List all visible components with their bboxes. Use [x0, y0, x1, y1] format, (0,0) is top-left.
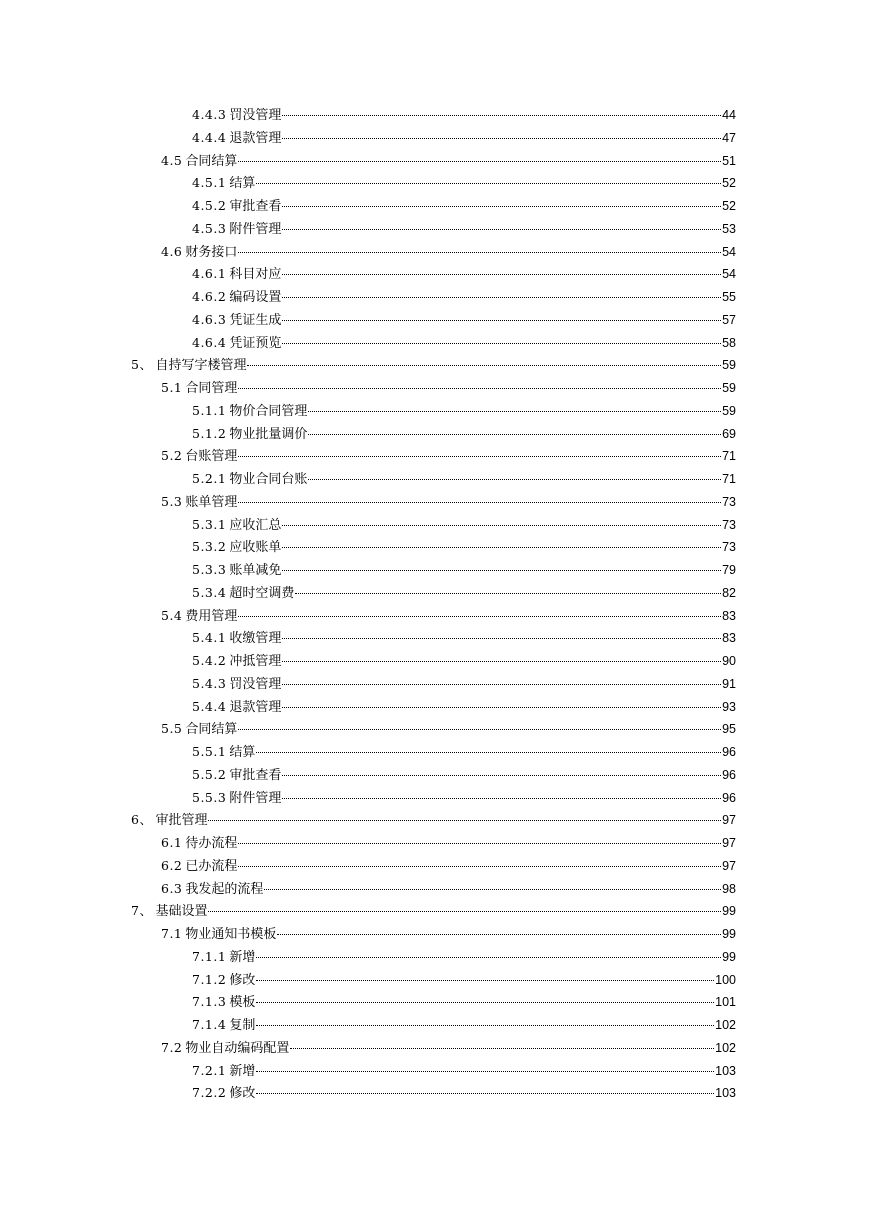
toc-entry-page-number: 52	[722, 199, 736, 213]
toc-entry-number: 7.2.1	[192, 1062, 227, 1078]
toc-entry-number: 7.2	[161, 1039, 183, 1055]
toc-entry-title: 物价合同管理	[229, 403, 308, 419]
toc-dot-leader	[256, 957, 721, 958]
toc-entry-number: 5.4.1	[192, 630, 227, 646]
toc-entry-number: 4.6.3	[192, 311, 227, 327]
toc-entry-title: 物业自动编码配置	[185, 1040, 290, 1056]
toc-entry[interactable]	[0, 536, 869, 559]
toc-entry-page-number: 59	[722, 381, 736, 395]
toc-dot-leader	[282, 661, 721, 662]
toc-entry-number: 5.3.4	[192, 584, 227, 600]
toc-entry-page-number: 100	[715, 972, 736, 987]
toc-entry-number: 6.1	[161, 835, 183, 850]
toc-entry-number: 5.5	[161, 721, 183, 737]
toc-entry-page-number: 101	[715, 995, 736, 1010]
toc-entry-title: 待办流程	[185, 836, 238, 851]
toc-entry[interactable]	[0, 832, 869, 855]
toc-dot-leader	[282, 229, 721, 230]
toc-dot-leader	[308, 411, 721, 412]
toc-entry[interactable]	[0, 946, 869, 969]
toc-entry[interactable]	[0, 605, 869, 628]
toc-entry-title: 复制	[229, 1018, 256, 1033]
toc-dot-leader	[308, 479, 721, 480]
toc-entry[interactable]	[0, 1037, 869, 1060]
toc-dot-leader	[282, 343, 721, 344]
toc-dot-leader	[282, 684, 721, 685]
toc-entry-page-number: 83	[722, 608, 736, 623]
toc-dot-leader	[256, 1093, 714, 1094]
toc-entry[interactable]	[0, 764, 869, 787]
toc-entry-title: 编码设置	[229, 290, 282, 305]
toc-dot-leader	[282, 707, 721, 708]
toc-entry[interactable]	[0, 969, 869, 992]
toc-entry-title: 费用管理	[185, 608, 238, 624]
toc-entry[interactable]	[0, 263, 869, 286]
toc-entry-title: 超时空调费	[229, 585, 295, 601]
toc-entry-page-number: 69	[722, 426, 736, 441]
toc-entry-number: 6、	[131, 812, 153, 828]
toc-dot-leader	[282, 525, 721, 526]
toc-dot-leader	[282, 206, 721, 207]
toc-entry-title: 合同管理	[185, 381, 238, 396]
toc-dot-leader	[308, 434, 721, 435]
toc-dot-leader	[256, 752, 721, 753]
toc-entry-number: 6.2	[161, 857, 183, 873]
toc-entry-page-number: 102	[715, 1018, 736, 1032]
toc-entry-title: 罚没管理	[229, 108, 282, 123]
toc-entry-number: 5.1.1	[192, 402, 227, 418]
toc-entry-title: 罚没管理	[229, 676, 282, 692]
toc-entry-page-number: 54	[722, 267, 736, 282]
toc-entry-title: 合同结算	[185, 722, 238, 738]
toc-entry-title: 修改	[229, 1086, 256, 1102]
toc-entry[interactable]	[0, 1014, 869, 1037]
toc-entry-page-number: 90	[722, 654, 736, 668]
toc-entry-number: 4.6.4	[192, 334, 227, 350]
toc-entry-page-number: 97	[722, 858, 736, 873]
toc-dot-leader	[282, 297, 721, 298]
toc-entry-number: 5.4.3	[192, 675, 227, 691]
toc-entry[interactable]	[0, 332, 869, 355]
toc-entry-number: 5.5.3	[192, 789, 227, 805]
toc-entry-page-number: 79	[722, 563, 736, 577]
toc-entry-number: 5.5.2	[192, 766, 227, 782]
toc-entry-title: 台账管理	[185, 449, 238, 465]
toc-entry-page-number: 97	[722, 836, 736, 850]
toc-entry[interactable]	[0, 1060, 869, 1083]
toc-entry-title: 科目对应	[229, 267, 282, 283]
toc-entry-title: 账单减免	[229, 563, 282, 578]
toc-entry-number: 4.4.3	[192, 107, 227, 122]
toc-entry-number: 5.3	[161, 493, 183, 509]
toc-entry[interactable]	[0, 650, 869, 673]
toc-entry[interactable]	[0, 741, 869, 764]
toc-entry[interactable]	[0, 991, 869, 1014]
toc-dot-leader	[282, 547, 721, 548]
toc-entry-number: 7.1.4	[192, 1017, 227, 1032]
toc-entry-title: 结算	[229, 176, 256, 192]
toc-dot-leader	[282, 638, 721, 639]
toc-entry[interactable]	[0, 354, 869, 377]
toc-entry-page-number: 73	[722, 517, 736, 532]
toc-dot-leader	[277, 934, 721, 935]
toc-entry-title: 凭证生成	[229, 312, 282, 328]
toc-entry-number: 4.4.4	[192, 129, 227, 145]
toc-entry[interactable]	[0, 172, 869, 195]
toc-entry-title: 账单管理	[185, 494, 238, 510]
toc-entry[interactable]	[0, 718, 869, 741]
toc-entry[interactable]	[0, 150, 869, 173]
toc-entry[interactable]	[0, 1082, 869, 1105]
toc-entry-title: 物业通知书模板	[185, 927, 277, 942]
toc-entry-title: 审批查看	[229, 199, 282, 214]
toc-dot-leader	[264, 889, 721, 890]
toc-entry-title: 附件管理	[229, 221, 282, 237]
toc-entry[interactable]	[0, 696, 869, 719]
toc-dot-leader	[282, 775, 721, 776]
toc-entry-page-number: 99	[722, 927, 736, 941]
toc-entry-number: 4.5.1	[192, 175, 227, 191]
toc-entry-title: 修改	[229, 972, 256, 988]
toc-dot-leader	[295, 593, 721, 594]
toc-entry-page-number: 71	[722, 449, 736, 464]
toc-dot-leader	[238, 843, 721, 844]
toc-entry-title: 自持写字楼管理	[155, 358, 247, 374]
toc-dot-leader	[238, 388, 721, 389]
toc-entry[interactable]	[0, 514, 869, 537]
toc-dot-leader	[238, 866, 721, 867]
toc-dot-leader	[238, 456, 721, 457]
toc-entry-page-number: 96	[722, 790, 736, 805]
toc-dot-leader	[238, 616, 721, 617]
toc-entry-number: 5.1.2	[192, 425, 227, 441]
toc-entry[interactable]	[0, 423, 869, 446]
toc-entry-page-number: 91	[722, 676, 736, 691]
toc-dot-leader	[238, 252, 721, 253]
toc-entry[interactable]	[0, 787, 869, 810]
toc-entry-title: 结算	[229, 745, 256, 760]
toc-entry-number: 5.4.2	[192, 653, 227, 668]
toc-entry-page-number: 103	[715, 1063, 736, 1078]
toc-entry-page-number: 102	[715, 1040, 736, 1055]
toc-entry-title: 收缴管理	[229, 631, 282, 647]
toc-entry-number: 5.2.1	[192, 471, 227, 486]
toc-dot-leader	[282, 115, 721, 116]
toc-entry-title: 模板	[229, 995, 256, 1011]
toc-entry[interactable]	[0, 559, 869, 582]
toc-entry[interactable]	[0, 923, 869, 946]
toc-dot-leader	[256, 1002, 714, 1003]
toc-entry-title: 新增	[229, 1063, 256, 1079]
toc-entry-title: 退款管理	[229, 130, 282, 146]
toc-entry-page-number: 54	[722, 244, 736, 259]
toc-entry-page-number: 103	[715, 1086, 736, 1101]
toc-entry-page-number: 55	[722, 290, 736, 304]
toc-entry-number: 7.1	[161, 926, 183, 941]
toc-entry-number: 5.4.4	[192, 698, 227, 714]
toc-entry[interactable]	[0, 127, 869, 150]
toc-entry-title: 审批查看	[229, 767, 282, 783]
toc-entry-page-number: 83	[722, 631, 736, 646]
toc-entry-page-number: 71	[722, 472, 736, 486]
toc-dot-leader	[256, 183, 721, 184]
toc-dot-leader	[238, 161, 721, 162]
toc-entry[interactable]	[0, 809, 869, 832]
toc-entry-number: 6.3	[161, 880, 183, 896]
toc-dot-leader	[282, 320, 721, 321]
toc-dot-leader	[282, 138, 721, 139]
toc-entry-title: 凭证预览	[229, 335, 282, 351]
toc-dot-leader	[256, 1025, 714, 1026]
toc-entry-page-number: 97	[722, 813, 736, 828]
toc-entry-title: 新增	[229, 949, 256, 965]
toc-entry-title: 冲抵管理	[229, 654, 282, 669]
toc-entry-number: 7.1.2	[192, 971, 227, 987]
toc-entry[interactable]	[0, 286, 869, 309]
toc-dot-leader	[208, 911, 721, 912]
toc-entry-page-number: 95	[722, 722, 736, 737]
toc-entry[interactable]	[0, 195, 869, 218]
toc-entry-page-number: 59	[722, 403, 736, 418]
toc-entry[interactable]	[0, 400, 869, 423]
toc-entry-title: 基础设置	[155, 904, 208, 920]
toc-entry[interactable]	[0, 582, 869, 605]
toc-entry-title: 应收汇总	[229, 517, 282, 533]
toc-dot-leader	[247, 365, 721, 366]
toc-entry-page-number: 96	[722, 745, 736, 759]
toc-entry-page-number: 73	[722, 494, 736, 509]
toc-entry-title: 合同结算	[185, 153, 238, 169]
toc-entry-title: 我发起的流程	[185, 881, 264, 897]
toc-entry-page-number: 53	[722, 221, 736, 236]
toc-entry-title: 应收账单	[229, 540, 282, 556]
toc-entry-title: 附件管理	[229, 790, 282, 806]
toc-entry-number: 5.3.3	[192, 562, 227, 577]
toc-entry-number: 4.6.2	[192, 289, 227, 304]
toc-entry-page-number: 99	[722, 904, 736, 919]
toc-entry-number: 7.1.3	[192, 994, 227, 1010]
toc-dot-leader	[208, 820, 721, 821]
toc-entry[interactable]	[0, 627, 869, 650]
toc-entry-page-number: 98	[722, 881, 736, 896]
toc-entry-title: 退款管理	[229, 699, 282, 715]
toc-entry-page-number: 58	[722, 335, 736, 350]
toc-entry-page-number: 52	[722, 176, 736, 191]
toc-entry[interactable]	[0, 491, 869, 514]
toc-entry-title: 审批管理	[155, 813, 208, 829]
toc-entry[interactable]	[0, 241, 869, 264]
toc-dot-leader	[256, 980, 714, 981]
toc-dot-leader	[256, 1071, 714, 1072]
toc-entry[interactable]	[0, 104, 869, 127]
toc-entry-page-number: 51	[722, 153, 736, 168]
toc-entry[interactable]	[0, 673, 869, 696]
toc-entry-page-number: 44	[722, 108, 736, 122]
toc-entry[interactable]	[0, 855, 869, 878]
toc-entry-number: 5.3.2	[192, 539, 227, 555]
toc-entry-number: 4.5.3	[192, 220, 227, 236]
toc-entry[interactable]	[0, 218, 869, 241]
toc-entry-page-number: 96	[722, 767, 736, 782]
toc-entry-title: 已办流程	[185, 858, 238, 874]
toc-entry-number: 4.5	[161, 152, 183, 168]
toc-entry-number: 5.5.1	[192, 744, 227, 759]
toc-entry-number: 5、	[131, 357, 153, 373]
toc-dot-leader	[238, 502, 721, 503]
toc-entry[interactable]	[0, 468, 869, 491]
toc-entry[interactable]	[0, 878, 869, 901]
toc-entry-number: 7.1.1	[192, 948, 227, 964]
toc-entry-number: 5.3.1	[192, 516, 227, 532]
toc-dot-leader	[238, 729, 721, 730]
toc-entry-page-number: 82	[722, 585, 736, 600]
toc-entry-number: 5.1	[161, 380, 183, 395]
toc-entry-number: 4.5.2	[192, 198, 227, 213]
toc-entry-number: 4.6	[161, 243, 183, 259]
toc-entry-page-number: 59	[722, 358, 736, 373]
toc-entry-number: 5.2	[161, 448, 183, 464]
toc-entry[interactable]	[0, 900, 869, 923]
toc-entry-page-number: 47	[722, 130, 736, 145]
toc-entry-title: 物业批量调价	[229, 426, 308, 442]
toc-entry[interactable]	[0, 309, 869, 332]
toc-entry-title: 财务接口	[185, 244, 238, 260]
table-of-contents	[0, 104, 869, 1105]
toc-entry-page-number: 57	[722, 312, 736, 327]
toc-dot-leader	[282, 570, 721, 571]
toc-entry-page-number: 93	[722, 699, 736, 714]
toc-entry-number: 5.4	[161, 607, 183, 623]
toc-entry[interactable]	[0, 377, 869, 400]
toc-entry-page-number: 99	[722, 949, 736, 964]
toc-entry[interactable]	[0, 445, 869, 468]
toc-dot-leader	[282, 274, 721, 275]
toc-entry-number: 7、	[131, 903, 153, 919]
toc-entry-number: 7.2.2	[192, 1085, 227, 1101]
toc-dot-leader	[290, 1048, 714, 1049]
toc-entry-page-number: 73	[722, 540, 736, 555]
toc-dot-leader	[282, 798, 721, 799]
toc-entry-number: 4.6.1	[192, 266, 227, 282]
toc-entry-title: 物业合同台账	[229, 472, 308, 487]
